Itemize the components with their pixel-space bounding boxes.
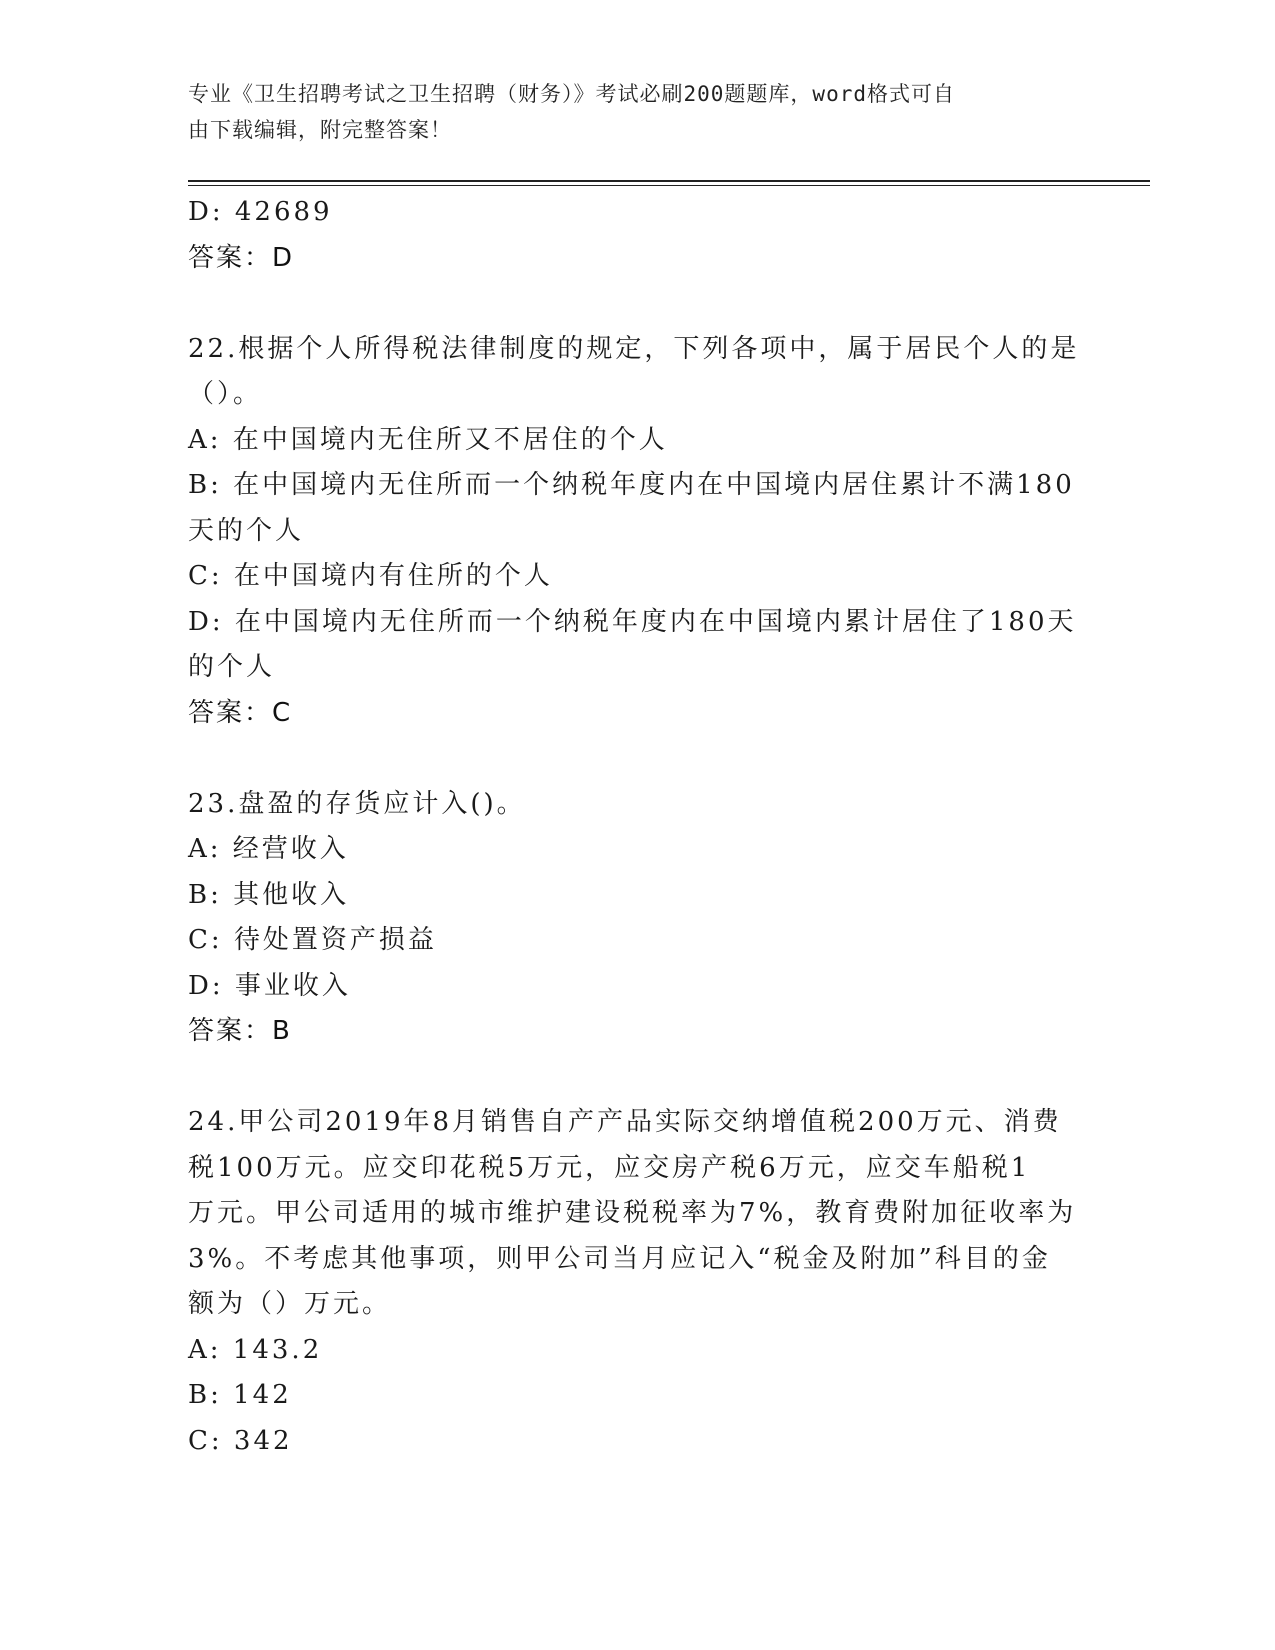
q23-answer: 答案：B <box>188 1016 292 1046</box>
q22-stem-line-1: 22.根据个人所得税法律制度的规定，下列各项中，属于居民个人的是 <box>188 333 1080 364</box>
document-body <box>188 190 1088 1464</box>
spacer <box>188 281 1088 327</box>
q22-stem-line-2: （）。 <box>188 379 263 409</box>
q23-option-b: B: 其他收入 <box>188 879 350 910</box>
q23-stem: 23.盘盈的存货应计入()。 <box>188 788 526 819</box>
spacer <box>188 736 1088 782</box>
q22-option-d-line-2: 的个人 <box>188 652 276 682</box>
header-title-line-2: 由下载编辑，附完整答案！ <box>188 118 452 142</box>
q22-option-d-line-1: D: 在中国境内无住所而一个纳税年度内在中国境内累计居住了180天 <box>188 606 1077 637</box>
q24-option-c: C: 342 <box>188 1425 293 1456</box>
header-title-line-1: 专业《卫生招聘考试之卫生招聘（财务）》考试必刷200题题库，word格式可自 <box>188 82 955 106</box>
q22-option-b-line-2: 天的个人 <box>188 515 305 546</box>
q24-stem-line-3: 万元。甲公司适用的城市维护建设税税率为7%，教育费附加征收率为 <box>188 1198 1077 1228</box>
q22-option-b-line-1: B: 在中国境内无住所而一个纳税年度内在中国境内居住累计不满180 <box>188 470 1075 500</box>
q24-option-a: A: 143.2 <box>188 1334 323 1365</box>
q24-stem-line-1: 24.甲公司2019年8月销售自产产品实际交纳增值税200万元、消费 <box>188 1107 1062 1137</box>
q23-option-c: C: 待处置资产损益 <box>188 925 437 955</box>
header-divider-thick <box>188 180 1150 182</box>
q24-stem-line-5: 额为（）万元。 <box>188 1289 392 1319</box>
q23-option-d: D: 事业收入 <box>188 970 351 1001</box>
q22-option-c: C: 在中国境内有住所的个人 <box>188 561 553 591</box>
q22-option-a: A: 在中国境内无住所又不居住的个人 <box>188 424 668 455</box>
q22-answer: 答案：C <box>188 697 293 728</box>
document-header <box>188 76 1068 148</box>
spacer <box>188 1055 1088 1101</box>
q23-option-a: A: 经营收入 <box>188 834 349 864</box>
header-divider-thin <box>188 185 1150 186</box>
prev-answer: 答案：D <box>188 242 295 273</box>
prev-option-d: D: 42689 <box>188 197 333 227</box>
q24-option-b: B: 142 <box>188 1380 292 1410</box>
q24-stem-line-2: 税100万元。应交印花税5万元，应交房产税6万元，应交车船税1 <box>188 1152 1031 1183</box>
q24-stem-line-4: 3%。不考虑其他事项，则甲公司当月应记入“税金及附加”科目的金 <box>188 1243 1051 1274</box>
